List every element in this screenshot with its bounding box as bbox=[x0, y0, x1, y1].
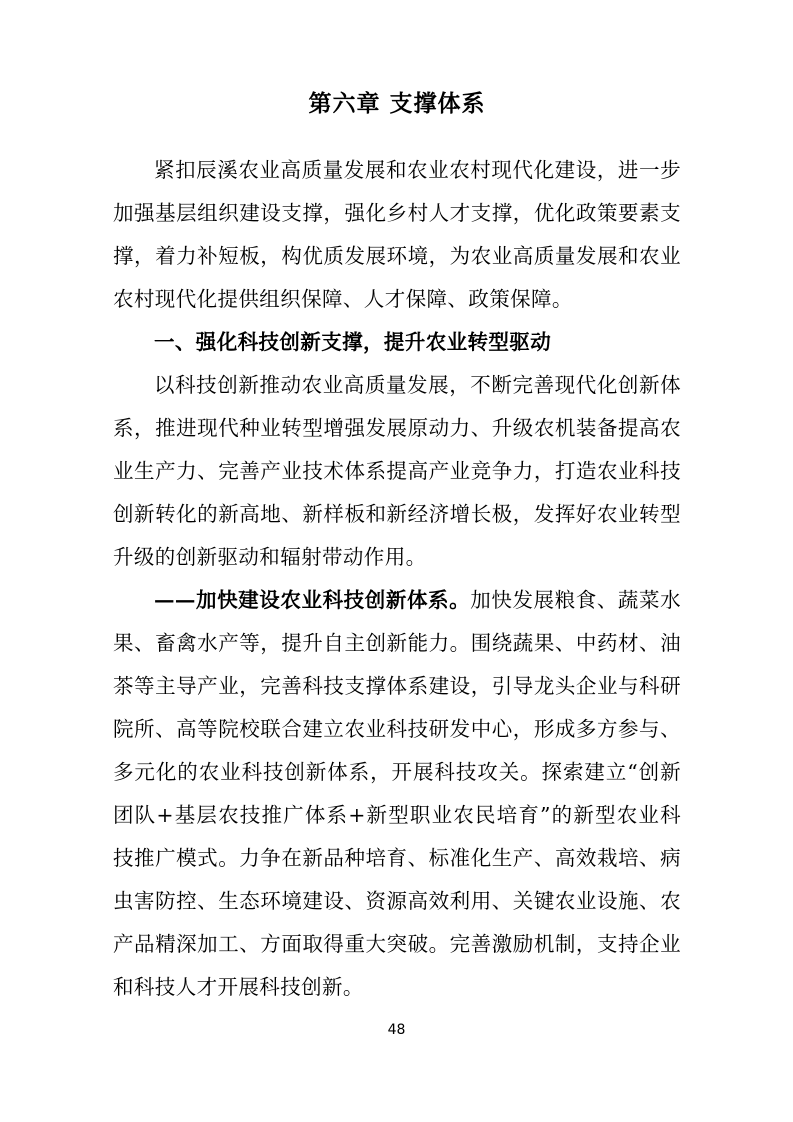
item-body-text: 加快发展粮食、蔬菜水果、畜禽水产等，提升自主创新能力。围绕蔬果、中药材、油茶等主导产业，完善科技支撑体系建设，引导龙头企业与科研院所、高等院校联合建立农业科技研发中心，形成多方参与、多元化的农业科技创新体系，开展科技攻关。探索建立“创新团队+基层农技推广体系+新型职业农民培育”的新型农业科技推广模式。力争在新品种培育、标准化生产、高效栽培、病虫害防控、生态环境建设、资源高效利用、关键农业设施、农产品精深加工、方面取得重大突破。完善激励机制，支持企业和科技人才开展科技创新。 bbox=[113, 587, 682, 999]
page-content bbox=[113, 86, 681, 1009]
paragraph-intro: 紧扣辰溪农业高质量发展和农业农村现代化建设，进一步加强基层组织建设支撑，强化乡村人才支撑，优化政策要素支撑，着力补短板，构优质发展环境，为农业高质量发展和农业农村现代化提供组织保障、人才保障、政策保障。 bbox=[113, 157, 681, 311]
page-number: 48 bbox=[387, 1022, 406, 1038]
page-title: 第六章 支撑体系 bbox=[308, 91, 486, 117]
paragraph-section-1-body: 以科技创新推动农业高质量发展，不断完善现代化创新体系，推进现代种业转型增强发展原动力、升级农机装备提高农业生产力、完善产业技术体系提高产业竞争力，打造农业科技创新转化的新高地、新样板和新经济增长极，发挥好农业转型升级的创新驱动和辐射带动作用。 bbox=[113, 372, 681, 569]
item-lead-label: ——加快建设农业科技创新体系。 bbox=[154, 587, 471, 612]
section-heading-1: 一、强化科技创新支撑，提升农业转型驱动 bbox=[154, 329, 552, 354]
paragraph-section-1-item-1 bbox=[113, 579, 681, 1009]
